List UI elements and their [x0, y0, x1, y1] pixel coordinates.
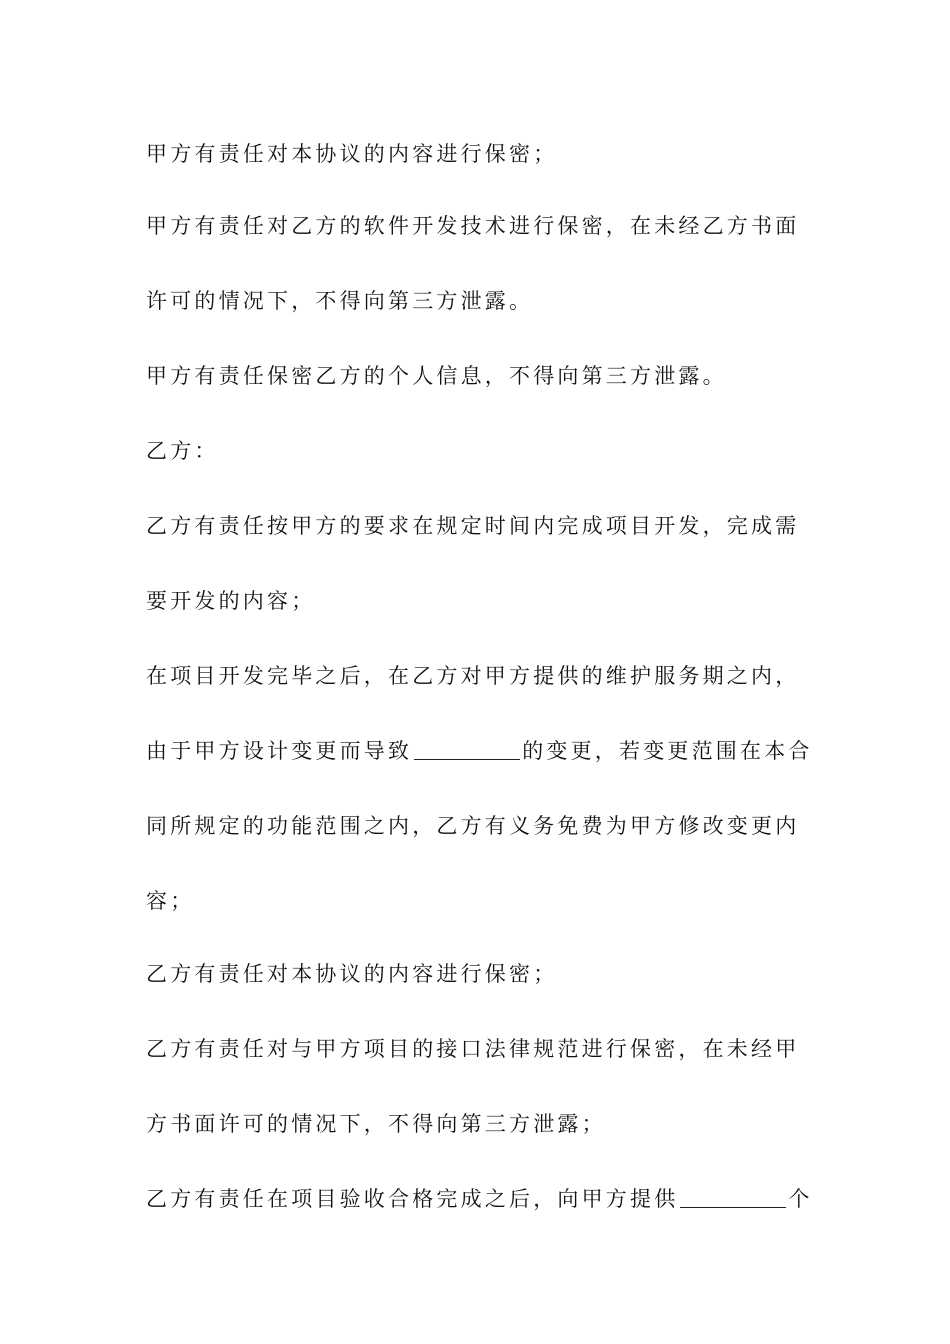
fill-in-blank [680, 1185, 786, 1208]
text-line-9-after: 的变更，若变更范围在本合 [522, 739, 813, 763]
fill-in-blank [414, 737, 520, 760]
text-line-9 [146, 736, 826, 766]
text-line-7: 要开发的内容； [146, 589, 316, 613]
text-line-15 [146, 1184, 826, 1214]
text-line-13: 乙方有责任对与甲方项目的接口法律规范进行保密，在未经甲 [146, 1037, 800, 1061]
text-line-5: 乙方： [146, 439, 219, 463]
text-line-11: 容； [146, 889, 195, 913]
text-line-15-before: 乙方有责任在项目验收合格完成之后，向甲方提供 [146, 1187, 679, 1211]
text-line-9-before: 由于甲方设计变更而导致 [146, 739, 413, 763]
text-line-12: 乙方有责任对本协议的内容进行保密； [146, 962, 558, 986]
text-line-4: 甲方有责任保密乙方的个人信息，不得向第三方泄露。 [146, 364, 727, 388]
text-line-14: 方书面许可的情况下，不得向第三方泄露； [146, 1112, 606, 1136]
text-line-10: 同所规定的功能范围之内，乙方有义务免费为甲方修改变更内 [146, 814, 800, 838]
text-line-1: 甲方有责任对本协议的内容进行保密； [146, 142, 558, 166]
text-line-6: 乙方有责任按甲方的要求在规定时间内完成项目开发，完成需 [146, 514, 800, 538]
text-line-15-after: 个 [788, 1187, 813, 1211]
text-line-8: 在项目开发完毕之后，在乙方对甲方提供的维护服务期之内， [146, 664, 800, 688]
text-line-2: 甲方有责任对乙方的软件开发技术进行保密，在未经乙方书面 [146, 214, 800, 238]
text-line-3: 许可的情况下，不得向第三方泄露。 [146, 289, 534, 313]
